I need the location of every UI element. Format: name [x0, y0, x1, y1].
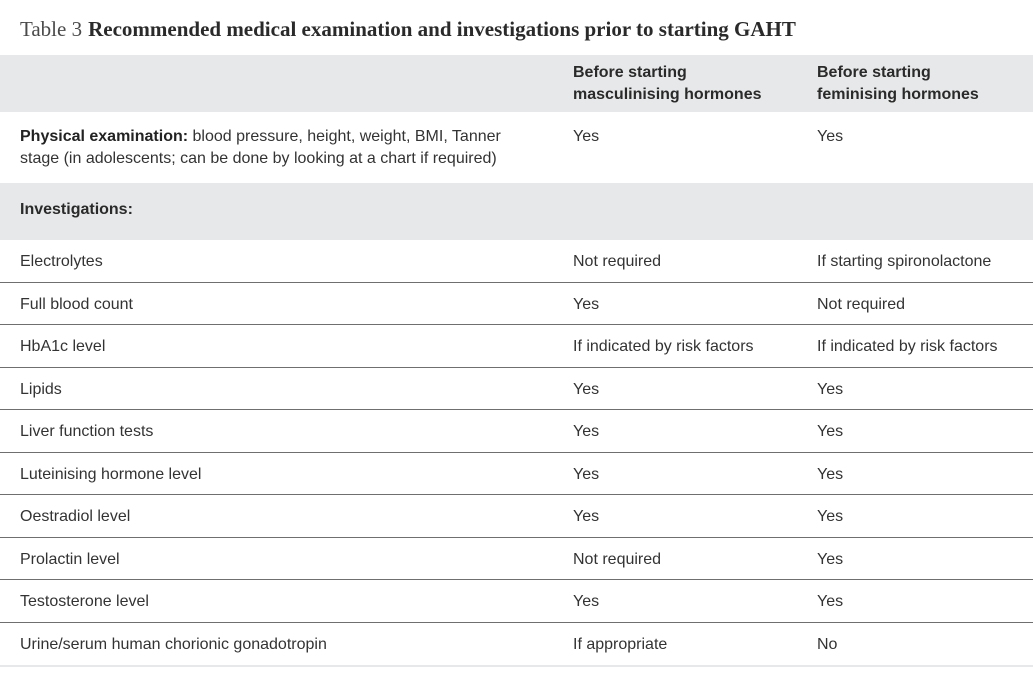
- row-feminising: Yes: [817, 380, 844, 398]
- header-col-masculinising-line1: Before starting: [573, 64, 687, 81]
- row-item: Testosterone level: [20, 593, 149, 610]
- investigations-table-body: [0, 240, 1033, 667]
- row-item: Liver function tests: [20, 423, 154, 440]
- header-col-feminising-line2: feminising hormones: [817, 86, 979, 103]
- row-masculinising: If appropriate: [573, 635, 668, 653]
- row-feminising: If starting spironolactone: [817, 253, 992, 270]
- investigations-section-row: [0, 183, 1033, 240]
- row-masculinising: Yes: [573, 295, 600, 313]
- investigations-heading: Investigations:: [20, 201, 133, 218]
- row-item: Lipids: [20, 380, 62, 398]
- row-item: HbA1c level: [20, 338, 106, 355]
- row-masculinising: Yes: [573, 465, 600, 483]
- row-feminising: No: [817, 635, 838, 653]
- physical-examination-label: Physical examination:: [20, 128, 189, 145]
- row-masculinising: Not required: [573, 253, 662, 270]
- table-row: [0, 538, 1033, 581]
- row-feminising: Not required: [817, 295, 906, 313]
- row-feminising: Yes: [817, 423, 844, 440]
- row-feminising: Yes: [817, 593, 844, 610]
- header-col-masculinising: [573, 62, 761, 106]
- physical-masculinising: Yes: [573, 128, 600, 145]
- row-masculinising: If indicated by risk factors: [573, 338, 754, 355]
- row-masculinising: Yes: [573, 593, 600, 610]
- row-item: Urine/serum human chorionic gonadotropin: [20, 635, 327, 653]
- header-col-masculinising-line2: masculinising hormones: [573, 86, 762, 103]
- row-item: Electrolytes: [20, 253, 103, 270]
- physical-examination-desc-1: blood pressure, height, weight, BMI, Tanner: [188, 128, 501, 145]
- row-feminising: Yes: [817, 508, 844, 525]
- row-item: Full blood count: [20, 295, 133, 313]
- physical-examination-desc-2: stage (in adolescents; can be done by looking at a chart if required): [20, 150, 497, 167]
- row-feminising: Yes: [817, 550, 844, 568]
- table-caption: Recommended medical examination and investigations prior to starting GAHT: [88, 17, 796, 41]
- table-row: [0, 240, 1033, 283]
- table-row: [0, 495, 1033, 538]
- physical-examination-row: [0, 112, 1033, 183]
- table-row: [0, 580, 1033, 623]
- row-masculinising: Yes: [573, 380, 600, 398]
- table-row: [0, 283, 1033, 326]
- table-row: [0, 325, 1033, 368]
- physical-examination-cell: [20, 126, 550, 170]
- row-masculinising: Not required: [573, 550, 662, 568]
- table-number: Table 3: [20, 17, 83, 41]
- row-feminising: If indicated by risk factors: [817, 338, 998, 355]
- row-item: Prolactin level: [20, 550, 120, 568]
- table-row: [0, 410, 1033, 453]
- physical-feminising: Yes: [817, 128, 844, 145]
- row-item: Luteinising hormone level: [20, 465, 202, 483]
- row-masculinising: Yes: [573, 508, 600, 525]
- table-row: [0, 453, 1033, 496]
- row-item: Oestradiol level: [20, 508, 131, 525]
- table-title: [20, 14, 796, 44]
- table-row: [0, 368, 1033, 411]
- row-feminising: Yes: [817, 465, 844, 483]
- header-col-feminising-line1: Before starting: [817, 64, 931, 81]
- row-masculinising: Yes: [573, 423, 600, 440]
- header-col-feminising: [817, 62, 979, 106]
- table-row: [0, 623, 1033, 667]
